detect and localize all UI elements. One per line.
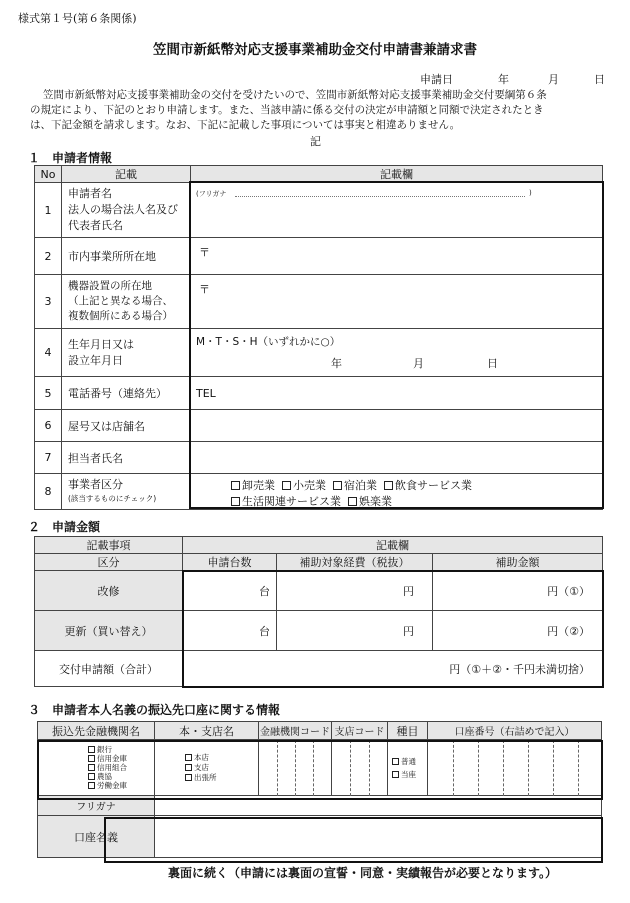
section3-title: ３ 申請者本人名義の振込先口座に関する情報	[28, 703, 281, 717]
row-label	[62, 275, 191, 329]
option-retail[interactable]: 小売業	[282, 479, 326, 492]
unit-label: 台	[259, 624, 270, 638]
row-no: 5	[35, 377, 62, 410]
digit-divider	[369, 740, 370, 796]
office-address-field[interactable]	[191, 238, 603, 275]
amount-table	[34, 536, 603, 687]
header-field: 記載欄	[191, 166, 603, 183]
date-day: 日	[594, 73, 605, 86]
header-branch-code: 支店コード	[332, 722, 388, 740]
shop-name-label: 屋号又は店舗名	[62, 410, 191, 442]
holder-name-label: 口座名義	[38, 816, 155, 858]
business-options-row2	[231, 493, 392, 509]
digit-divider	[350, 740, 351, 796]
shinkin-option[interactable]: 信用金庫	[88, 754, 154, 763]
intro-line-1: 笠間市新紙幣対応支援事業補助金の交付を受けたいので、笠間市新紙幣対応支援事業補助金交付要綱第６条	[43, 89, 547, 101]
page-title: 笠間市新紙幣対応支援事業補助金交付申請書兼請求書	[153, 42, 477, 58]
checkbox[interactable]	[185, 754, 192, 761]
renovation-expense-field[interactable]	[277, 571, 433, 611]
total-label: 交付申請額（合計）	[35, 651, 183, 687]
digit-divider	[528, 740, 529, 796]
applicant-name-sub1: 法人の場合法人名及び	[68, 203, 178, 216]
yen-label: 円（①）	[547, 584, 591, 598]
digit-divider	[313, 740, 314, 796]
date-label: 申請日	[420, 73, 453, 86]
nokyo-option[interactable]: 農協	[88, 772, 154, 781]
option-wholesale[interactable]: 卸売業	[231, 479, 275, 492]
row-no: 3	[35, 275, 62, 329]
checkbox[interactable]	[88, 773, 95, 780]
sub-branch-option[interactable]: 出張所	[185, 773, 258, 783]
total-field[interactable]	[183, 651, 603, 687]
digit-divider	[295, 740, 296, 796]
checkbox[interactable]	[333, 481, 342, 490]
header-account-type: 種目	[388, 722, 428, 740]
header-field: 記載欄	[183, 537, 603, 554]
branch-option[interactable]: 支店	[185, 763, 258, 773]
checkbox[interactable]	[392, 758, 399, 765]
business-options-row1	[231, 477, 472, 493]
bank-code-field[interactable]	[259, 740, 332, 796]
checkbox[interactable]	[231, 497, 240, 506]
checkbox[interactable]	[88, 755, 95, 762]
row-label	[62, 474, 191, 510]
office-address-label: 市内事業所所在地	[62, 238, 191, 275]
install-address-label: 機器設置の所在地	[68, 280, 152, 292]
date-month: 月	[548, 73, 559, 86]
checkbox[interactable]	[185, 774, 192, 781]
tel-prefix: TEL	[196, 386, 216, 400]
header-category: 区分	[35, 554, 183, 571]
row-no: 8	[35, 474, 62, 510]
era-selector: M・T・S・H（いずれかに○）	[196, 336, 341, 348]
digit-divider	[478, 740, 479, 796]
checkbox[interactable]	[348, 497, 357, 506]
header-no: No	[35, 166, 62, 183]
ki-label: 記	[310, 135, 321, 148]
row-label	[62, 183, 191, 238]
checkbox[interactable]	[88, 764, 95, 771]
bank-table	[37, 721, 602, 858]
furigana-close: )	[529, 189, 532, 197]
yen-label: 円	[403, 624, 414, 638]
row-no: 1	[35, 183, 62, 238]
checkbox[interactable]	[88, 746, 95, 753]
row-no: 2	[35, 238, 62, 275]
row-label	[62, 329, 191, 377]
date-year: 年	[498, 73, 509, 86]
checkbox[interactable]	[384, 481, 393, 490]
contact-name-field[interactable]	[191, 442, 603, 474]
checkbox[interactable]	[282, 481, 291, 490]
applicant-name-field[interactable]	[191, 183, 603, 238]
birth-year: 年	[331, 357, 342, 370]
applicant-name-sub2: 代表者氏名	[68, 219, 123, 232]
renovation-count-field[interactable]	[183, 571, 277, 611]
shop-name-field[interactable]	[191, 410, 603, 442]
replacement-count-field[interactable]	[183, 611, 277, 651]
replacement-expense-field[interactable]	[277, 611, 433, 651]
install-address-sub2: 複数個所にある場合）	[68, 310, 173, 322]
checkbox[interactable]	[392, 771, 399, 778]
holder-furigana-label: フリガナ	[38, 796, 155, 816]
header-branch-name: 本・支店名	[155, 722, 259, 740]
option-lifestyle-service[interactable]: 生活関連サービス業	[231, 495, 341, 508]
checkbox[interactable]	[185, 764, 192, 771]
header-bank-code: 金融機関コード	[259, 722, 332, 740]
digit-divider	[578, 740, 579, 796]
business-type-label: 事業者区分	[68, 477, 123, 491]
renovation-subsidy-field[interactable]	[433, 571, 603, 611]
branch-code-field[interactable]	[332, 740, 388, 796]
furigana-dotted-line	[235, 196, 525, 197]
renovation-label: 改修	[35, 571, 183, 611]
contact-name-label: 担当者氏名	[62, 442, 191, 474]
checkbox[interactable]	[88, 782, 95, 789]
header-subsidy: 補助金額	[433, 554, 603, 571]
section2-title: ２ 申請金額	[28, 520, 101, 534]
digit-divider	[453, 740, 454, 796]
birthdate-label: 生年月日又は	[68, 337, 134, 351]
business-type-hint: (該当するものにチェック)	[68, 493, 157, 503]
account-number-field[interactable]	[428, 740, 602, 796]
footer-note: 裏面に続く（申請には裏面の宣誓・同意・実績報告が必要となります。）	[168, 866, 558, 880]
row-no: 4	[35, 329, 62, 377]
holder-name-field[interactable]	[155, 816, 602, 858]
unit-label: 台	[259, 584, 270, 598]
holder-furigana-field[interactable]	[155, 796, 602, 816]
header-bank-name: 振込先金融機関名	[38, 722, 155, 740]
yen-label: 円（②）	[547, 624, 591, 638]
total-yen-label: 円（①＋②・千円未満切捨）	[449, 662, 591, 676]
digit-divider	[503, 740, 504, 796]
postal-mark: 〒	[199, 246, 210, 259]
phone-label: 電話番号（連絡先）	[62, 377, 191, 410]
install-address-sub1: （上記と異なる場合、	[68, 295, 173, 307]
applicant-name-label: 申請者名	[68, 187, 112, 200]
rokin-option[interactable]: 労働金庫	[88, 781, 154, 790]
shinkumi-option[interactable]: 信用組合	[88, 763, 154, 772]
form-id: 様式第１号(第６条関係)	[18, 12, 137, 25]
business-type-field	[191, 474, 603, 510]
birthdate-field[interactable]	[191, 329, 603, 377]
intro-line-2: の規定により、下記のとおり申請します。また、当該申請に係る交付の決定が申請額と同額で決定されたとき	[30, 104, 544, 116]
install-address-field[interactable]	[191, 275, 603, 329]
header-item: 記載	[62, 166, 191, 183]
checkbox[interactable]	[231, 481, 240, 490]
row-no: 6	[35, 410, 62, 442]
intro-line-3: は、下記金額を請求します。なお、下記に記載した事項については事実と相違ありません。	[30, 119, 461, 131]
option-entertainment[interactable]: 娯楽業	[348, 495, 392, 508]
ordinary-option[interactable]: 普通	[392, 755, 427, 768]
header-count: 申請台数	[183, 554, 277, 571]
row-no: 7	[35, 442, 62, 474]
furigana-label: (フリガナ	[196, 190, 227, 198]
phone-field[interactable]	[191, 377, 603, 410]
head-office-option[interactable]: 本店	[185, 753, 258, 763]
replacement-label: 更新（買い替え）	[35, 611, 183, 651]
header-item: 記載事項	[35, 537, 183, 554]
digit-divider	[277, 740, 278, 796]
section1-title: １ 申請者情報	[28, 151, 113, 165]
header-expense: 補助対象経費（税抜）	[277, 554, 433, 571]
postal-mark: 〒	[199, 283, 210, 296]
birthdate-sub: 設立年月日	[68, 353, 123, 367]
applicant-table	[34, 165, 603, 510]
birth-day: 日	[487, 357, 498, 370]
checking-option[interactable]: 当座	[392, 768, 427, 781]
option-lodging[interactable]: 宿泊業	[333, 479, 377, 492]
digit-divider	[553, 740, 554, 796]
bank-type-cell	[38, 740, 155, 796]
yen-label: 円	[403, 584, 414, 598]
branch-type-cell	[155, 740, 259, 796]
option-food-service[interactable]: 飲食サービス業	[384, 479, 472, 492]
replacement-subsidy-field[interactable]	[433, 611, 603, 651]
header-account-number: 口座番号（右詰めで記入）	[428, 722, 602, 740]
account-type-cell	[388, 740, 428, 796]
bank-option[interactable]: 銀行	[88, 745, 154, 754]
birth-month: 月	[413, 357, 424, 370]
